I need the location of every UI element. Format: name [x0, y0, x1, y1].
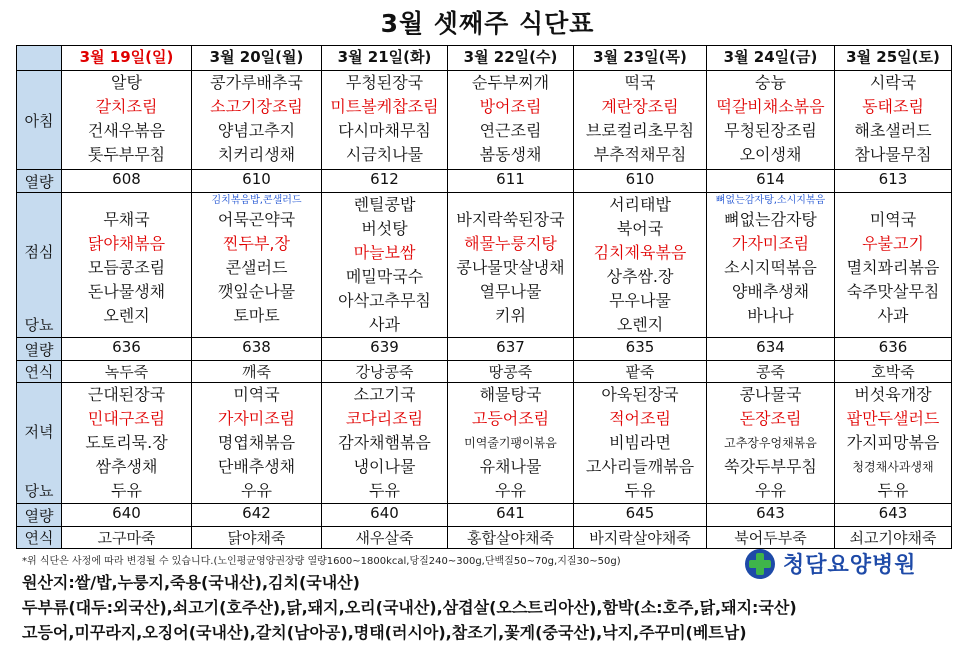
menu-item: 방어조림: [479, 97, 542, 116]
snack-item: 콩죽: [707, 361, 835, 383]
menu-item: 돈나물생채: [87, 282, 166, 301]
menu-item: 계란장조림: [601, 97, 679, 116]
day-header: 3월 20일(월): [192, 46, 322, 71]
snack-item: 땅콩죽: [448, 361, 574, 383]
dinner-cell-2: [322, 383, 448, 504]
menu-item: 오렌지: [616, 315, 664, 334]
menu-item: 단배추생채: [217, 457, 296, 476]
snack-item: 바지락살야채죽: [574, 527, 707, 549]
menu-item: 쑥갓두부무침: [724, 457, 817, 476]
snack-item: 쇠고기야채죽: [835, 527, 952, 549]
menu-item: 콩나물맛살냉채: [456, 258, 565, 277]
snack-item: 새우살죽: [322, 527, 448, 549]
snack-item: 북어두부죽: [707, 527, 835, 549]
dinner-cell-5: [707, 383, 835, 504]
menu-item: 모듬콩조림: [87, 258, 166, 277]
diabetes-label: 당뇨: [24, 482, 54, 500]
menu-item: 건새우볶음: [87, 121, 166, 140]
snack-item: 강낭콩죽: [322, 361, 448, 383]
menu-item: 상추쌈.장: [606, 267, 674, 286]
breakfast-row: [17, 71, 952, 170]
menu-item: 찐두부,장: [223, 234, 290, 253]
menu-item: 우유: [755, 481, 786, 500]
day-header-row: [17, 46, 952, 71]
kcal-value: 608: [62, 170, 192, 193]
snack-item: 닭야채죽: [192, 527, 322, 549]
menu-item: 오렌지: [103, 306, 150, 325]
diabetes-note: 뼈없는감자탕,소시지볶음: [715, 195, 826, 206]
menu-item: 청경채사과생채: [852, 460, 934, 474]
snack-item: 녹두죽: [62, 361, 192, 383]
kcal-value: 637: [448, 338, 574, 361]
lunch-label: 점심 당뇨: [17, 193, 62, 338]
menu-item: 고사리들깨볶음: [585, 457, 695, 476]
menu-item: 숭늉: [755, 73, 786, 92]
menu-item: 적어조림: [609, 409, 671, 428]
lunch-cell-2: [322, 193, 448, 338]
menu-item: 어묵곤약국: [217, 210, 296, 229]
lunch-cell-3: [448, 193, 574, 338]
menu-item: 콘샐러드: [225, 258, 288, 277]
menu-item: 봄동생채: [479, 145, 542, 164]
kcal-value: 639: [322, 338, 448, 361]
kcal-value: 635: [574, 338, 707, 361]
menu-item: 돈장조림: [739, 409, 802, 428]
lunch-cell-4: [574, 193, 707, 338]
menu-item: 근대된장국: [87, 385, 166, 404]
kcal-value: 610: [574, 170, 707, 193]
menu-item: 팝만두샐러드: [846, 409, 940, 428]
menu-item: 참나물무침: [854, 145, 932, 164]
menu-item: 떡국: [624, 73, 656, 92]
menu-item: 김치제육볶음: [593, 243, 687, 262]
origin-line: 두부류(대두:외국산),쇠고기(호주산),닭,돼지,오리(국내산),삼겹살(오스트리아산),함박(소:호주,닭,돼지:국산): [22, 598, 797, 617]
day-header: 3월 23일(목): [574, 46, 707, 71]
menu-item: 멸치꽈리볶음: [846, 258, 940, 277]
kcal-value: 642: [192, 504, 322, 527]
kcal-value: 640: [62, 504, 192, 527]
menu-item: 콩가루배추국: [210, 73, 303, 92]
menu-item: 우불고기: [862, 234, 924, 253]
menu-item: 토마토: [233, 306, 280, 325]
menu-item: 감자채햄볶음: [338, 433, 431, 452]
kcal-value: 640: [322, 504, 448, 527]
lunch-row: [17, 193, 952, 338]
kcal-value: 634: [707, 338, 835, 361]
day-header: 3월 21일(화): [322, 46, 448, 71]
menu-item: 다시마채무침: [338, 121, 431, 140]
menu-item: 고등어조림: [471, 409, 550, 428]
menu-item: 고추장우엉채볶음: [724, 436, 817, 450]
origin-line: 원산지:쌀/밥,누룽지,죽용(국내산),김치(국내산): [22, 573, 360, 592]
menu-item: 무채국: [103, 210, 150, 229]
breakfast-cell-0: [62, 71, 192, 170]
dinner-label: 저녁 당뇨: [17, 383, 62, 504]
lunch-cell-6: [835, 193, 952, 338]
menu-item: 깻잎순나물: [217, 282, 296, 301]
kcal-value: 643: [835, 504, 952, 527]
menu-item: 렌틸콩밥: [353, 195, 416, 214]
menu-item: 바나나: [747, 306, 794, 325]
kcal-value: 645: [574, 504, 707, 527]
menu-item: 소고기국: [353, 385, 416, 404]
menu-item: 소고기장조림: [210, 97, 303, 116]
menu-item: 소시지떡볶음: [724, 258, 817, 277]
snack-item: 팥죽: [574, 361, 707, 383]
menu-item: 버섯육개장: [854, 385, 932, 404]
dinner-cell-6: [835, 383, 952, 504]
meal-plan-table: [16, 45, 952, 549]
dinner-cell-0: [62, 383, 192, 504]
menu-item: 미역국: [869, 210, 917, 229]
menu-item: 서리태밥: [609, 195, 671, 214]
menu-item: 오이생채: [739, 145, 802, 164]
lunch-cell-1: [192, 193, 322, 338]
day-header: 3월 24일(금): [707, 46, 835, 71]
menu-item: 무청된장국: [345, 73, 424, 92]
breakfast-cell-1: [192, 71, 322, 170]
snack-label: 연식: [17, 527, 62, 549]
dinner-cell-1: [192, 383, 322, 504]
menu-item: 두유: [877, 481, 909, 500]
menu-item: 양념고추지: [217, 121, 296, 140]
evening-snack-row: [17, 527, 952, 549]
dinner-cell-3: [448, 383, 574, 504]
menu-item: 사과: [877, 306, 909, 325]
menu-item: 가지피망볶음: [846, 433, 940, 452]
menu-item: 가자미조림: [217, 409, 296, 428]
page-title: 3월 셋째주 식단표: [380, 9, 595, 38]
breakfast-cell-2: [322, 71, 448, 170]
menu-item: 열무나물: [479, 282, 542, 301]
origin-line: 고등어,미꾸라지,오징어(국내산),갈치(남아공),명태(러시아),참조기,꽃게(중국산),낙지,주꾸미(베트남): [22, 623, 747, 642]
dinner-cell-4: [574, 383, 707, 504]
hospital-logo: [745, 548, 917, 579]
breakfast-cell-6: [835, 71, 952, 170]
menu-item: 무우나물: [609, 291, 671, 310]
menu-item: 해물누룽지탕: [464, 234, 557, 253]
menu-item: 연근조림: [479, 121, 542, 140]
kcal-value: 638: [192, 338, 322, 361]
hospital-cross-logo-icon: [745, 549, 775, 579]
menu-item: 유채나물: [479, 457, 542, 476]
kcal-label: 열량: [17, 338, 62, 361]
menu-item: 바지락쑥된장국: [456, 210, 565, 229]
menu-item: 숙주맛살무침: [846, 282, 940, 301]
corner-cell: [17, 46, 62, 71]
snack-item: 호박죽: [835, 361, 952, 383]
menu-item: 키위: [495, 306, 526, 325]
menu-item: 콩나물국: [739, 385, 802, 404]
menu-item: 브로컬리초무침: [585, 121, 695, 140]
menu-item: 치커리생채: [217, 145, 296, 164]
kcal-value: 636: [62, 338, 192, 361]
hospital-name: 청담요양병원: [783, 553, 917, 578]
dinner-kcal-row: [17, 504, 952, 527]
menu-item: 알탕: [111, 73, 142, 92]
menu-item: 아삭고추무침: [338, 291, 431, 310]
menu-item: 닭야채볶음: [87, 234, 166, 253]
menu-item: 갈치조림: [95, 97, 158, 116]
menu-item: 사과: [369, 315, 400, 334]
menu-item: 명엽채볶음: [217, 433, 296, 452]
lunch-cell-5: [707, 193, 835, 338]
menu-item: 우유: [241, 481, 272, 500]
menu-item: 두유: [369, 481, 400, 500]
lunch-kcal-row: [17, 338, 952, 361]
snack-label: 연식: [17, 361, 62, 383]
snack-row: [17, 361, 952, 383]
menu-item: 시금치나물: [345, 145, 424, 164]
menu-item: 해물탕국: [479, 385, 542, 404]
diabetes-note: 김치볶음밥,콘샐러드: [211, 195, 302, 206]
kcal-label: 열량: [17, 504, 62, 527]
menu-item: 마늘보쌈: [353, 243, 416, 262]
kcal-value: 613: [835, 170, 952, 193]
kcal-value: 614: [707, 170, 835, 193]
breakfast-cell-5: [707, 71, 835, 170]
breakfast-label: 아침: [17, 71, 62, 170]
kcal-value: 610: [192, 170, 322, 193]
menu-item: 순두부찌개: [471, 73, 550, 92]
menu-item: 톳두부무침: [87, 145, 166, 164]
menu-item: 우유: [495, 481, 526, 500]
menu-item: 비빔라면: [609, 433, 671, 452]
day-header: 3월 25일(토): [835, 46, 952, 71]
menu-item: 떡갈비채소볶음: [716, 97, 825, 116]
kcal-value: 612: [322, 170, 448, 193]
kcal-value: 611: [448, 170, 574, 193]
breakfast-cell-4: [574, 71, 707, 170]
menu-item: 두유: [624, 481, 656, 500]
menu-item: 무청된장조림: [724, 121, 817, 140]
kcal-value: 643: [707, 504, 835, 527]
menu-item: 미역줄기팽이볶음: [464, 436, 557, 450]
dinner-row: [17, 383, 952, 504]
kcal-label: 열량: [17, 170, 62, 193]
day-header: 3월 19일(일): [62, 46, 192, 71]
menu-item: 아욱된장국: [601, 385, 679, 404]
breakfast-kcal-row: [17, 170, 952, 193]
snack-item: 깨죽: [192, 361, 322, 383]
menu-item: 해초샐러드: [854, 121, 932, 140]
kcal-value: 641: [448, 504, 574, 527]
menu-item: 냉이나물: [353, 457, 416, 476]
menu-item: 북어국: [616, 219, 664, 238]
menu-item: 양배추생채: [731, 282, 810, 301]
lunch-cell-0: [62, 193, 192, 338]
menu-item: 시락국: [869, 73, 917, 92]
menu-item: 뼈없는감자탕: [724, 210, 817, 229]
menu-item: 버섯탕: [361, 219, 408, 238]
snack-item: 홍합살야채죽: [448, 527, 574, 549]
menu-item: 도토리묵.장: [85, 433, 168, 452]
menu-item: 메밀막국수: [345, 267, 424, 286]
menu-item: 두유: [111, 481, 142, 500]
menu-item: 민대구조림: [87, 409, 166, 428]
snack-item: 고구마죽: [62, 527, 192, 549]
footnote: *위 식단은 사정에 따라 변경될 수 있습니다.(노인평균영양권장량 열량1600~1800kcal,당질240~300g,단백질50~70g,지질30~50g): [22, 556, 621, 567]
menu-item: 부추적채무침: [593, 145, 687, 164]
menu-item: 미역국: [233, 385, 280, 404]
menu-item: 쌈추생채: [95, 457, 158, 476]
kcal-value: 636: [835, 338, 952, 361]
breakfast-cell-3: [448, 71, 574, 170]
day-header: 3월 22일(수): [448, 46, 574, 71]
menu-item: 코다리조림: [345, 409, 424, 428]
diabetes-label: 당뇨: [24, 316, 54, 334]
menu-item: 가자미조림: [731, 234, 810, 253]
menu-item: 동태조림: [862, 97, 924, 116]
menu-item: 미트볼케찹조림: [330, 97, 439, 116]
